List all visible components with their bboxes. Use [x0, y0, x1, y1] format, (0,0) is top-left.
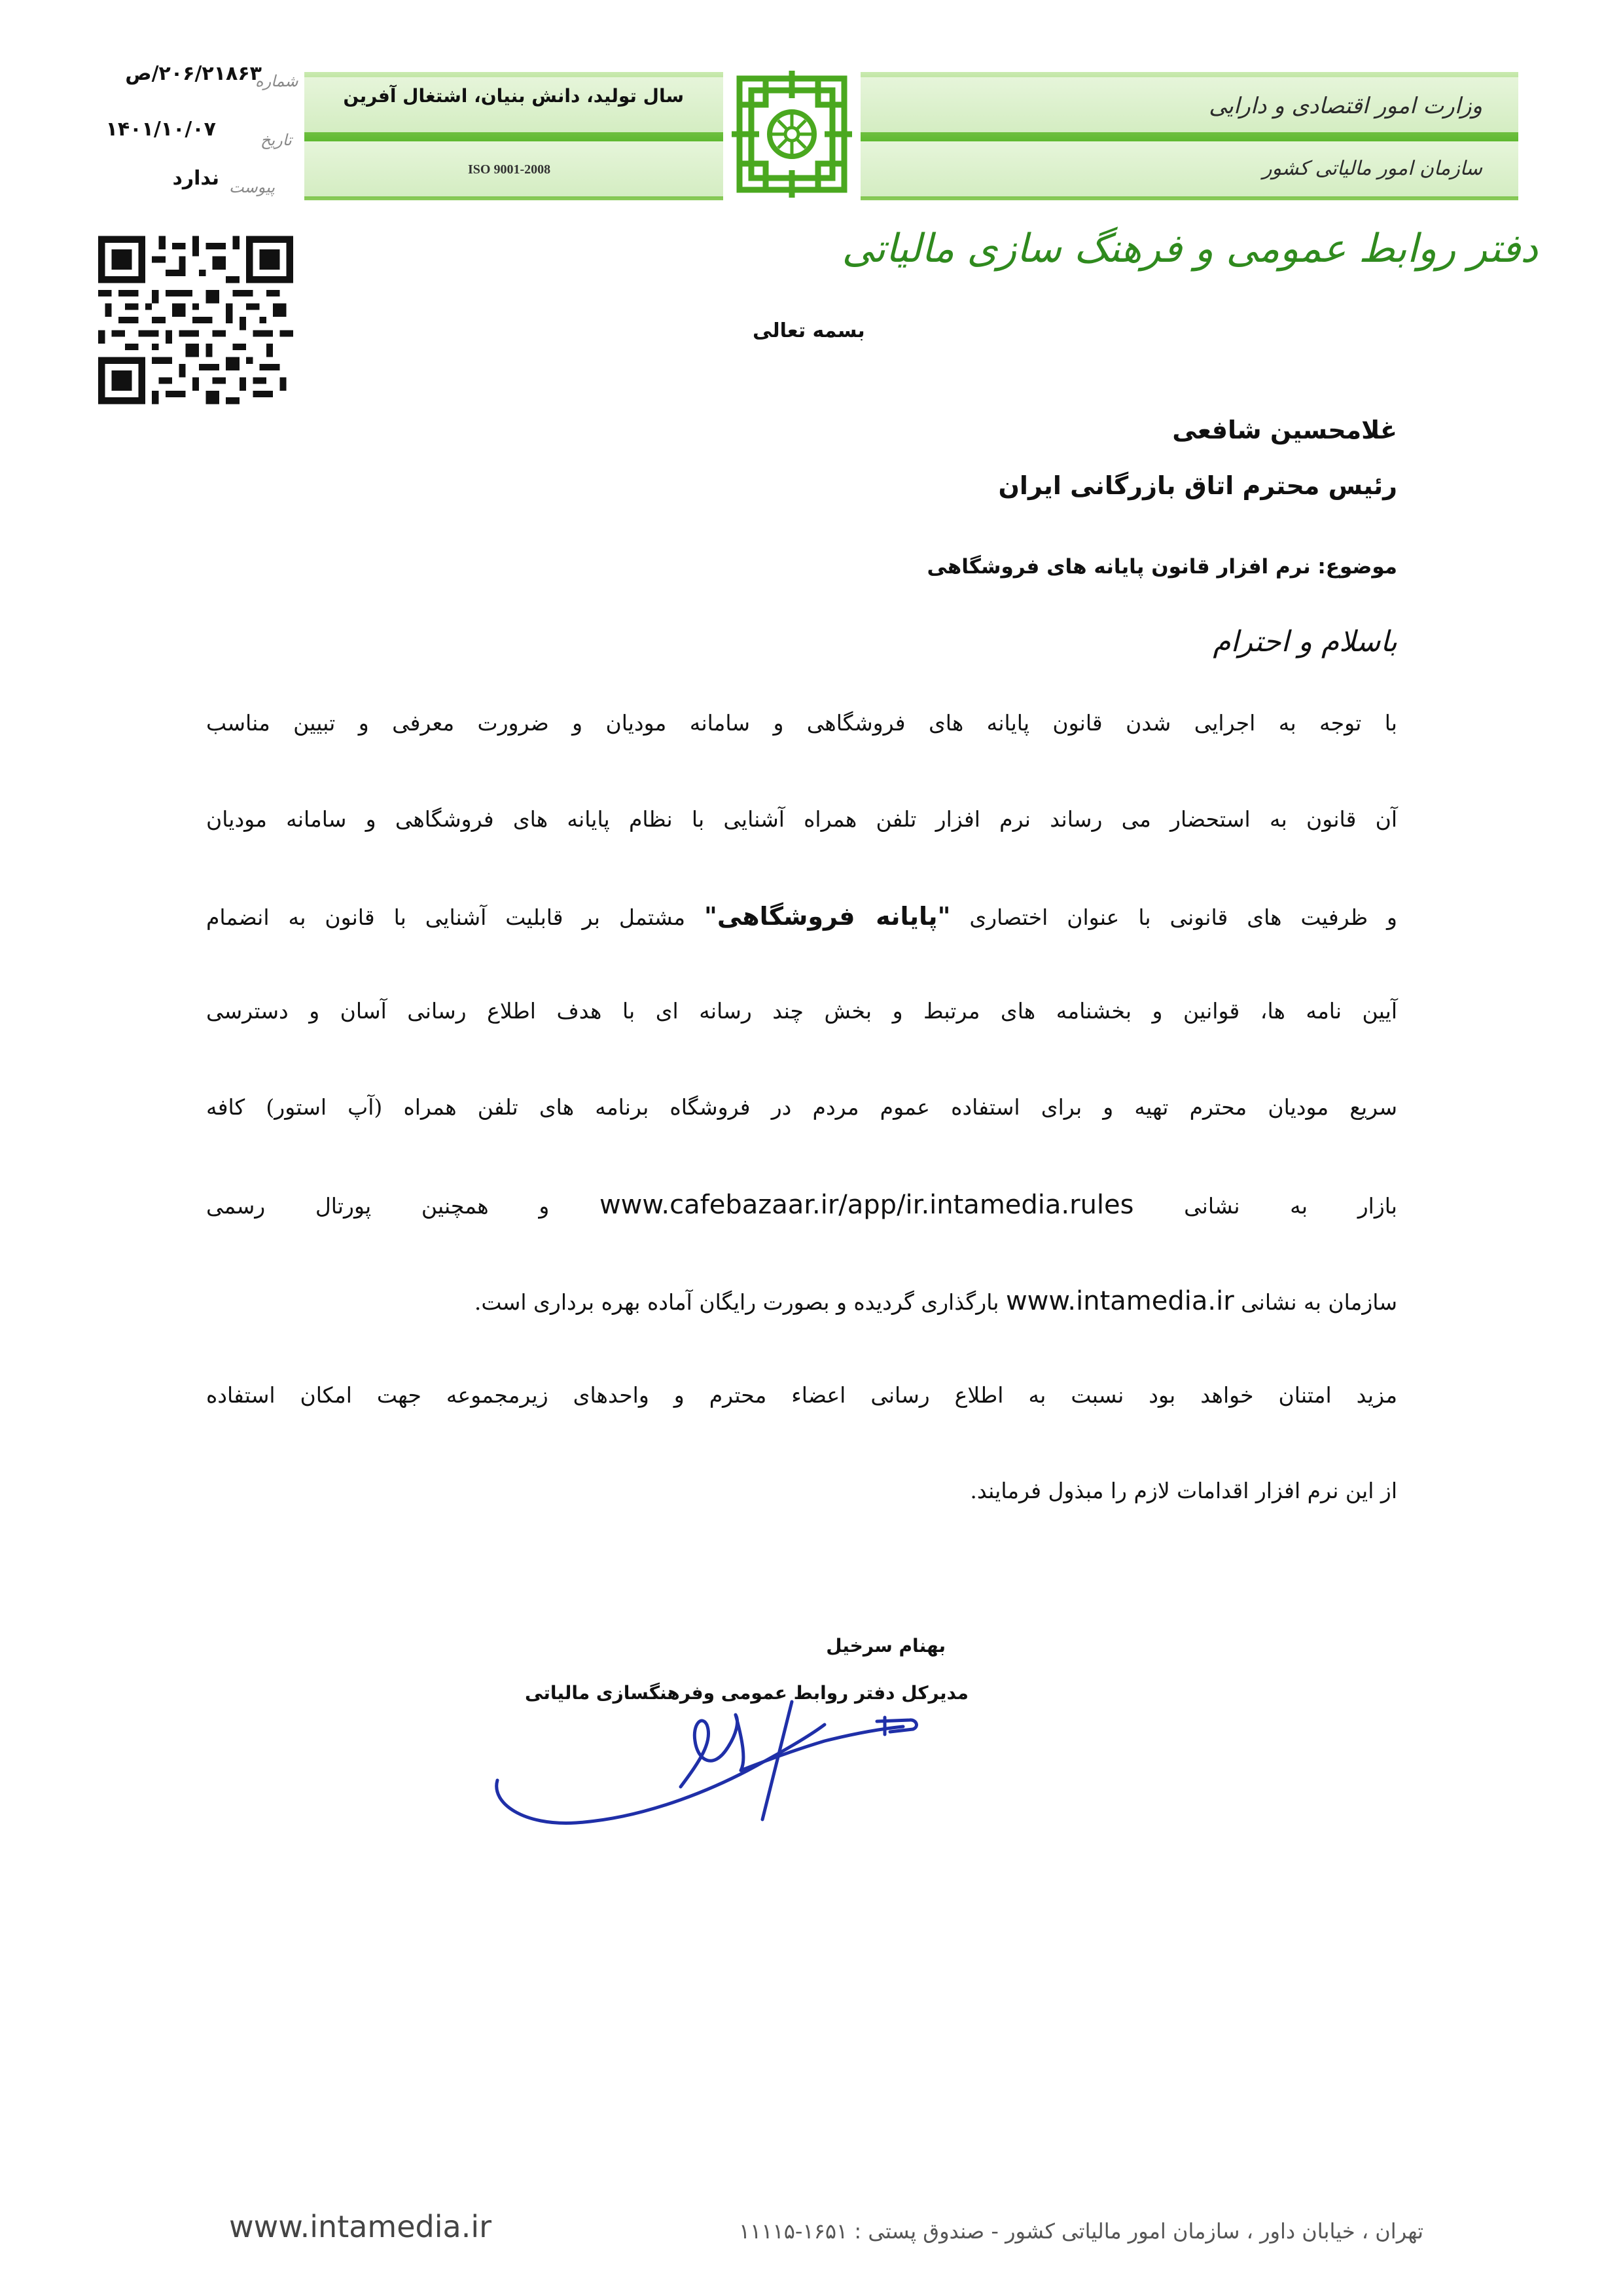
basmala: بسمه تعالی	[753, 319, 865, 342]
letter-number: ۲۰۶/۲۱۸۶۳/ص	[125, 62, 262, 85]
body-line-3-end: مشتمل بر قابلیت آشنایی با قانون به انضمام	[206, 905, 686, 930]
year-slogan: سال تولید، دانش بنیان، اشتغال آفرین	[343, 85, 684, 107]
body-line-7-start: سازمان به نشانی	[1241, 1289, 1397, 1315]
tax-organization-logo-icon	[726, 65, 857, 203]
body-line-3-start: و ظرفیت های قانونی با عنوان اختصاری	[969, 905, 1397, 930]
greeting: باسلام و احترام	[1213, 625, 1397, 658]
header-left-bar	[304, 72, 723, 200]
body-line-5: سریع مودیان محترم تهیه و برای استفاده عموم مردم در فروشگاه برنامه های تلفن همراه (آپ استور) کافه	[206, 1094, 1397, 1120]
body-line-1: با توجه به اجرایی شدن قانون پایانه های فروشگاهی و سامانه مودیان و ضرورت معرفی و تبیین مناسب	[206, 710, 1397, 736]
body-line-6	[206, 1190, 1397, 1220]
organization-name: سازمان امور مالیاتی کشور	[1262, 157, 1482, 180]
body-line-6-start: بازار به نشانی	[1184, 1193, 1397, 1219]
letter-date-label: تاریخ	[260, 131, 292, 149]
body-line-2: آن قانون به استحضار می رساند نرم افزار تلفن همراه آشنایی با نظام پایانه های فروشگاهی و سامانه مودیان	[206, 806, 1397, 832]
letter-attachment-label: پیوست	[229, 178, 275, 196]
footer-address: تهران ، خیابان داور ، سازمان امور مالیاتی کشور - صندوق پستی : ۱۶۵۱-۱۱۱۱۵	[738, 2219, 1423, 2244]
letter-number-label: شماره	[255, 72, 298, 90]
ministry-name: وزارت امور اقتصادی و دارایی	[1209, 93, 1482, 119]
body-line-9: از این نرم افزار اقدامات لازم را مبذول فرمایند.	[970, 1478, 1397, 1503]
header-right-bar	[861, 72, 1518, 200]
body-line-7	[206, 1286, 1397, 1316]
signer-title: مدیرکل دفتر روابط عمومی وفرهنگسازی مالیاتی	[525, 1682, 969, 1704]
body-line-6-end: و همچنین پورتال رسمی	[206, 1193, 550, 1219]
body-line-4: آیین نامه ها، قوانین و بخشنامه های مرتبط و بخش چند رسانه ای با هدف اطلاع رسانی آسان و دسترسی	[206, 998, 1397, 1024]
letter-date: ۱۴۰۱/۱۰/۰۷	[105, 118, 216, 141]
iso-label: ISO 9001-2008	[468, 162, 551, 177]
qr-code-icon	[98, 236, 293, 404]
body-line-7-end: بارگذاری گردیده و بصورت رایگان آماده بهره برداری است.	[474, 1289, 999, 1315]
signer-name: بهنام سرخیل	[826, 1635, 946, 1657]
body-line-3	[206, 902, 1397, 931]
app-name-highlight: "پایانه فروشگاهی"	[704, 902, 951, 931]
office-title: دفتر روابط عمومی و فرهنگ سازی مالیاتی	[842, 226, 1538, 272]
footer-website: www.intamedia.ir	[229, 2209, 492, 2244]
subject-line: موضوع: نرم افزار قانون پایانه های فروشگاهی	[927, 555, 1397, 579]
recipient-name: غلامحسین شافعی	[1172, 416, 1397, 444]
handwritten-signature-icon	[484, 1689, 929, 1839]
cafebazaar-url-link[interactable]: www.cafebazaar.ir/app/ir.intamedia.rules	[599, 1190, 1134, 1220]
recipient-title: رئیس محترم اتاق بازرگانی ایران	[998, 471, 1397, 500]
intamedia-url-link[interactable]: www.intamedia.ir	[1005, 1286, 1234, 1316]
letter-attachment: ندارد	[172, 167, 219, 190]
body-line-8: مزید امتنان خواهد بود نسبت به اطلاع رسانی اعضاء محترم و واحدهای زیرمجموعه جهت امکان استفاده	[206, 1382, 1397, 1408]
